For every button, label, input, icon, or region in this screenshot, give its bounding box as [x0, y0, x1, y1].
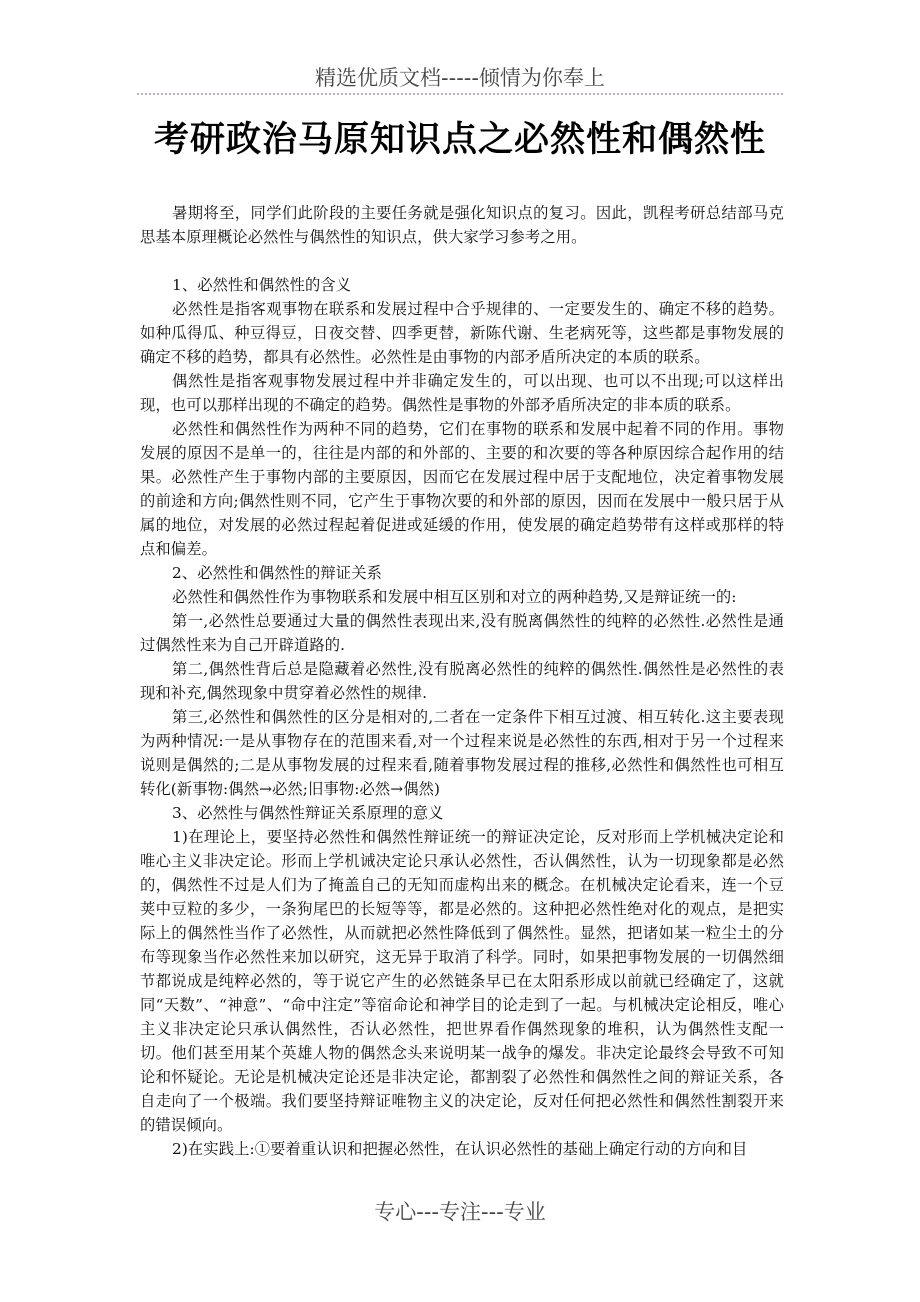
intro-paragraph: 暑期将至，同学们此阶段的主要任务就是强化知识点的复习。因此，凯程考研总结部马克思基本原理概论必然性与偶然性的知识点，供大家学习参考之用。	[140, 204, 784, 246]
body-paragraph: 第二,偶然性背后总是隐藏着必然性,没有脱离必然性的纯粹的偶然性.偶然性是必然性的表现和补充,偶然现象中贯穿着必然性的规律.	[140, 660, 784, 702]
body-paragraph: 偶然性是指客观事物发展过程中并非确定发生的，可以出现、也可以不出现;可以这样出现，也可以那样出现的不确定的趋势。偶然性是事物的外部矛盾所决定的非本质的联系。	[140, 372, 784, 414]
body-paragraph: 第三,必然性和偶然性的区分是相对的,二者在一定条件下相互过渡、相互转化.这主要表现为两种情况:一是从事物存在的范围来看,对一个过程来说是必然性的东西,相对于另一个过程来说则是偶然的;二是从事物发展的过程来看,随着事物发展过程的推移,必然性和偶然性也可相互转化(新事物:偶然→必然;旧事物:必然→偶然)	[140, 708, 784, 798]
body-paragraph: 必然性和偶然性作为事物联系和发展中相互区别和对立的两种趋势,又是辩证统一的:	[172, 588, 737, 606]
body-paragraph: 必然性和偶然性作为两种不同的趋势，它们在事物的联系和发展中起着不同的作用。事物发展的原因不是单一的，往往是内部的和外部的、主要的和次要的等各种原因综合起作用的结果。必然性产生于事物内部的主要原因，因而它在发展过程中居于支配地位，决定着事物发展的前途和方向;偶然性则不同，它产生于事物次要的和外部的原因，因而在发展中一般只居于从属的地位，对发展的必然过程起着促进或延缓的作用，使发展的确定趋势带有这样或那样的特点和偏差。	[140, 420, 784, 558]
body-paragraph: 第一,必然性总要通过大量的偶然性表现出来,没有脱离偶然性的纯粹的必然性.必然性是通过偶然性来为自己开辟道路的.	[140, 612, 784, 654]
body-paragraph: 必然性是指客观事物在联系和发展过程中合乎规律的、一定要发生的、确定不移的趋势。如种瓜得瓜、种豆得豆，日夜交替、四季更替，新陈代谢、生老病死等，这些都是事物发展的确定不移的趋势，都具有必然性。必然性是由事物的内部矛盾所决定的本质的联系。	[140, 300, 784, 366]
body-paragraph: 2)在实践上:①要着重认识和把握必然性，在认识必然性的基础上确定行动的方向和目	[172, 1140, 748, 1158]
section-heading: 1、必然性和偶然性的含义	[172, 276, 352, 294]
document-title: 考研政治马原知识点之必然性和偶然性	[153, 120, 766, 160]
section-heading: 3、必然性与偶然性辩证关系原理的意义	[172, 804, 444, 822]
section-heading: 2、必然性和偶然性的辩证关系	[172, 564, 382, 582]
page-footer: 专心---专注---专业	[374, 1200, 546, 1224]
page-header: 精选优质文档-----倾情为你奉上	[315, 66, 605, 90]
body-paragraph: 1)在理论上，要坚持必然性和偶然性辩证统一的辩证决定论，反对形而上学机械决定论和唯心主义非决定论。形而上学机诫决定论只承认必然性，否认偶然性，认为一切现象都是必然的，偶然性不过是人们为了掩盖自己的无知而虚构出来的概念。在机械决定论看来，连一个豆荚中豆粒的多少，一条狗尾巴的长短等等，都是必然的。这种把必然性绝对化的观点，是把实际上的偶然性当作了必然性，从而就把必然性降低到了偶然性。显然，把诸如某一粒尘土的分布等现象当作必然性来加以研究，这无异于取消了科学。同时，如果把事物发展的一切偶然细节都说成是纯粹必然的，等于说它产生的必然链条早已在太阳系形成以前就已经确定了，这就同“天数”、“神意”、“命中注定”等宿命论和神学目的论走到了一起。与机械决定论相反，唯心主义非决定论只承认偶然性，否认必然性，把世界看作偶然现象的堆积，认为偶然性支配一切。他们甚至用某个英雄人物的偶然念头来说明某一战争的爆发。非决定论最终会导致不可知论和怀疑论。无论是机械决定论还是非决定论，都割裂了必然性和偶然性之间的辩证关系，各自走向了一个极端。我们要坚持辩证唯物主义的决定论，反对任何把必然性和偶然性割裂开来的错误倾向。	[140, 828, 784, 1134]
header-divider	[137, 93, 783, 95]
document-body	[140, 201, 784, 1161]
